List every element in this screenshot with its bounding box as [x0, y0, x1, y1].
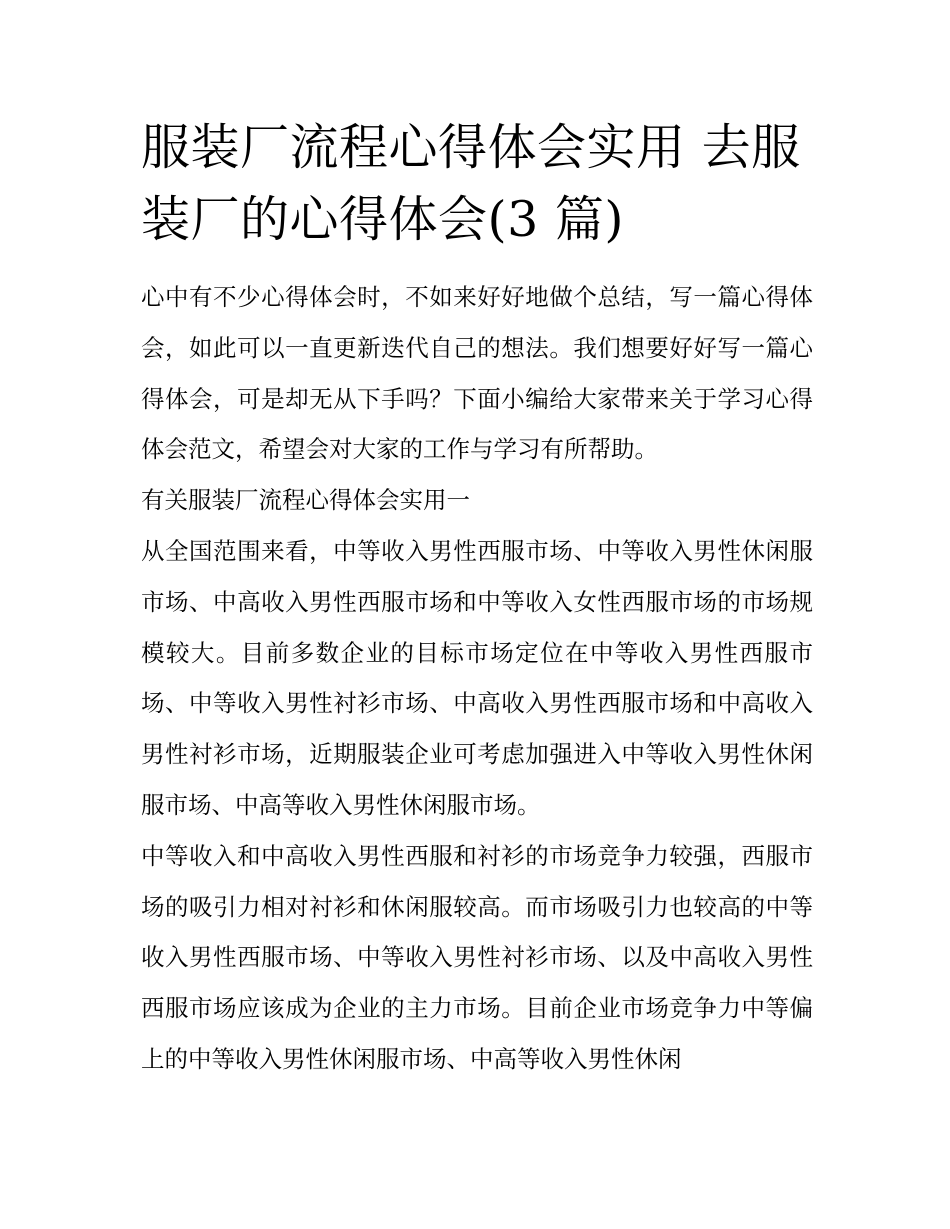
document-page — [141, 112, 813, 1085]
paragraph-intro: 心中有不少心得体会时，不如来好好地做个总结，写一篇心得体会，如此可以一直更新迭代自己的想法。我们想要好好写一篇心得体会，可是却无从下手吗？下面小编给大家带来关于学习心得体会范文，希望会对大家的工作与学习有所帮助。 — [141, 283, 813, 464]
paragraph-market-competition: 中等收入和中高收入男性西服和衬衫的市场竞争力较强，西服市场的吸引力相对衬衫和休闲服较高。而市场吸引力也较高的中等收入男性西服市场、中等收入男性衬衫市场、以及中高收入男性西服市场应该成为企业的主力市场。目前企业市场竞争力中等偏上的中等收入男性休闲服市场、中高等收入男性休闲 — [141, 841, 813, 1073]
document-title: 服装厂流程心得体会实用 去服装厂的心得体会(3 篇) — [141, 119, 801, 248]
section-heading: 有关服装厂流程心得体会实用一 — [141, 486, 470, 515]
paragraph-market-scale: 从全国范围来看，中等收入男性西服市场、中等收入男性休闲服市场、中高收入男性西服市场和中等收入女性西服市场的市场规模较大。目前多数企业的目标市场定位在中等收入男性西服市场、中等收入男性衬衫市场、中高收入男性西服市场和中高收入男性衬衫市场，近期服装企业可考虑加强进入中等收入男性休闲服市场、中高等收入男性休闲服市场。 — [141, 536, 813, 819]
